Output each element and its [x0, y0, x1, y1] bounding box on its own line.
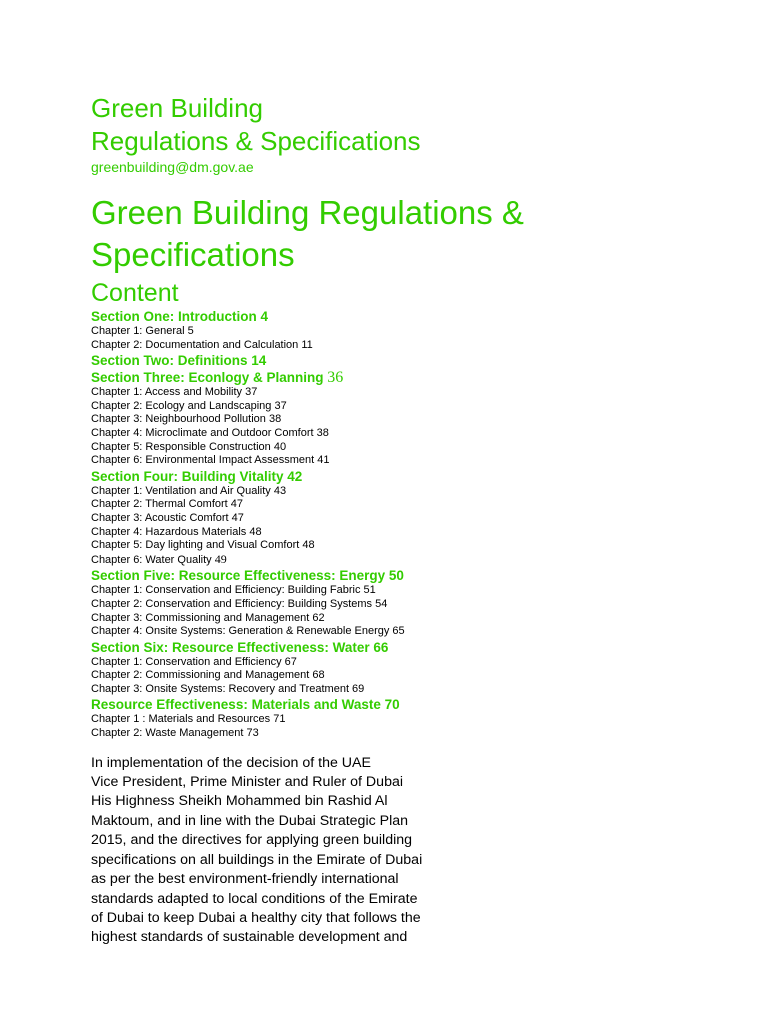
toc-chapter — [91, 454, 751, 468]
chapter-label: Chapter 2: Conservation and Efficiency: Building Systems 54 — [91, 597, 388, 610]
chapter-label: Chapter 2: Thermal Comfort 47 — [91, 498, 244, 511]
chapter-label: Chapter 4: Onsite Systems: Generation & Renewable Energy 65 — [91, 625, 405, 638]
chapter-label: Chapter 5: Day lighting and Visual Comfort 48 — [91, 539, 315, 552]
chapter-label: Chapter 4: Microclimate and Outdoor Comfort 38 — [91, 426, 329, 439]
document-page — [91, 92, 751, 948]
toc-section — [91, 369, 751, 386]
chapter-label: Chapter 3: Neighbourhood Pollution 38 — [91, 413, 282, 426]
chapter-page-number: 49 — [214, 551, 227, 566]
toc-chapter — [91, 386, 751, 400]
toc-section — [91, 468, 751, 485]
chapter-label: Chapter 1: Conservation and Efficiency 67 — [91, 655, 297, 668]
chapter-label: Chapter 1: General 5 — [91, 325, 194, 337]
intro-paragraph: In implementation of the decision of the UAE Vice President, Prime Minister and Ruler of Dubai His Highness Sheikh Mohammed bin Rashid Al Maktoum, and in line with the Dubai Strategic Plan 2015, and the directives for applying green building specifications on all buildings in the Emirate of Dubai as per the best environment-friendly international standards adapted to local conditions of the Emirate of Dubai to keep Dubai a healthy city that follows the highest standards of sustainable development and — [91, 754, 423, 946]
toc-chapter — [91, 656, 751, 670]
main-title-line-1: Green Building Regulations & — [91, 194, 524, 231]
chapter-label: Chapter 3: Acoustic Comfort 47 — [91, 511, 244, 524]
toc-section — [91, 352, 751, 369]
toc-chapter — [91, 441, 751, 455]
toc-chapter — [91, 485, 751, 499]
toc-chapter — [91, 512, 751, 526]
chapter-label: Chapter 2: Waste Management 73 — [91, 727, 259, 740]
chapter-label: Chapter 6: Environmental Impact Assessment 41 — [91, 454, 330, 467]
toc-chapter — [91, 498, 751, 512]
chapter-label: Chapter 1 : Materials and Resources 71 — [91, 713, 286, 726]
chapter-label: Chapter 6: Water Quality — [91, 553, 215, 566]
header-title-line-2: Regulations & Specifications — [91, 126, 421, 156]
toc-chapter — [91, 727, 751, 741]
toc-chapter — [91, 598, 751, 612]
section-label: Section Four: Building Vitality 42 — [91, 468, 303, 484]
toc-section — [91, 567, 751, 584]
toc-chapter — [91, 612, 751, 626]
toc-chapter — [91, 553, 751, 568]
section-label: Section Three: Econlogy & Planning — [91, 370, 328, 386]
chapter-label: Chapter 2: Commissioning and Management 68 — [91, 669, 325, 682]
toc-chapter — [91, 584, 751, 598]
chapter-label: Chapter 3: Onsite Systems: Recovery and Treatment 69 — [91, 682, 365, 695]
toc-chapter — [91, 526, 751, 540]
chapter-label: Chapter 2: Ecology and Landscaping 37 — [91, 399, 287, 412]
toc-chapter — [91, 539, 751, 553]
content-heading: Content — [91, 279, 179, 307]
toc-chapter — [91, 427, 751, 441]
section-label: Resource Effectiveness: Materials and Waste 70 — [91, 697, 400, 713]
chapter-label: Chapter 1: Conservation and Efficiency: Building Fabric 51 — [91, 584, 376, 597]
toc-chapter — [91, 413, 751, 427]
toc-chapter — [91, 325, 751, 339]
chapter-label: Chapter 5: Responsible Construction 40 — [91, 440, 287, 453]
toc-chapter — [91, 713, 751, 727]
main-title-line-2: Specifications — [91, 236, 295, 273]
section-label: Section Five: Resource Effectiveness: Energy 50 — [91, 568, 404, 584]
chapter-label: Chapter 4: Hazardous Materials 48 — [91, 525, 262, 538]
section-label: Section Two: Definitions 14 — [91, 353, 267, 369]
toc-section — [91, 639, 751, 656]
toc-section — [91, 308, 751, 325]
main-title — [91, 192, 751, 276]
toc-chapter — [91, 400, 751, 414]
chapter-label: Chapter 1: Access and Mobility 37 — [91, 386, 258, 399]
chapter-label: Chapter 1: Ventilation and Air Quality 43 — [91, 484, 287, 497]
chapter-label: Chapter 2: Documentation and Calculation 11 — [91, 338, 313, 351]
chapter-label: Chapter 3: Commissioning and Management 62 — [91, 611, 325, 624]
table-of-contents — [91, 308, 751, 741]
contact-email: greenbuilding@dm.gov.ae — [91, 159, 254, 175]
toc-chapter — [91, 625, 751, 639]
toc-chapter — [91, 339, 751, 353]
toc-chapter — [91, 669, 751, 683]
section-page-number: 36 — [327, 369, 344, 387]
toc-chapter — [91, 683, 751, 697]
toc-section — [91, 696, 751, 713]
section-label: Section Six: Resource Effectiveness: Water 66 — [91, 639, 389, 655]
header-title-line-1: Green Building — [91, 93, 263, 123]
section-label: Section One: Introduction 4 — [91, 309, 269, 324]
